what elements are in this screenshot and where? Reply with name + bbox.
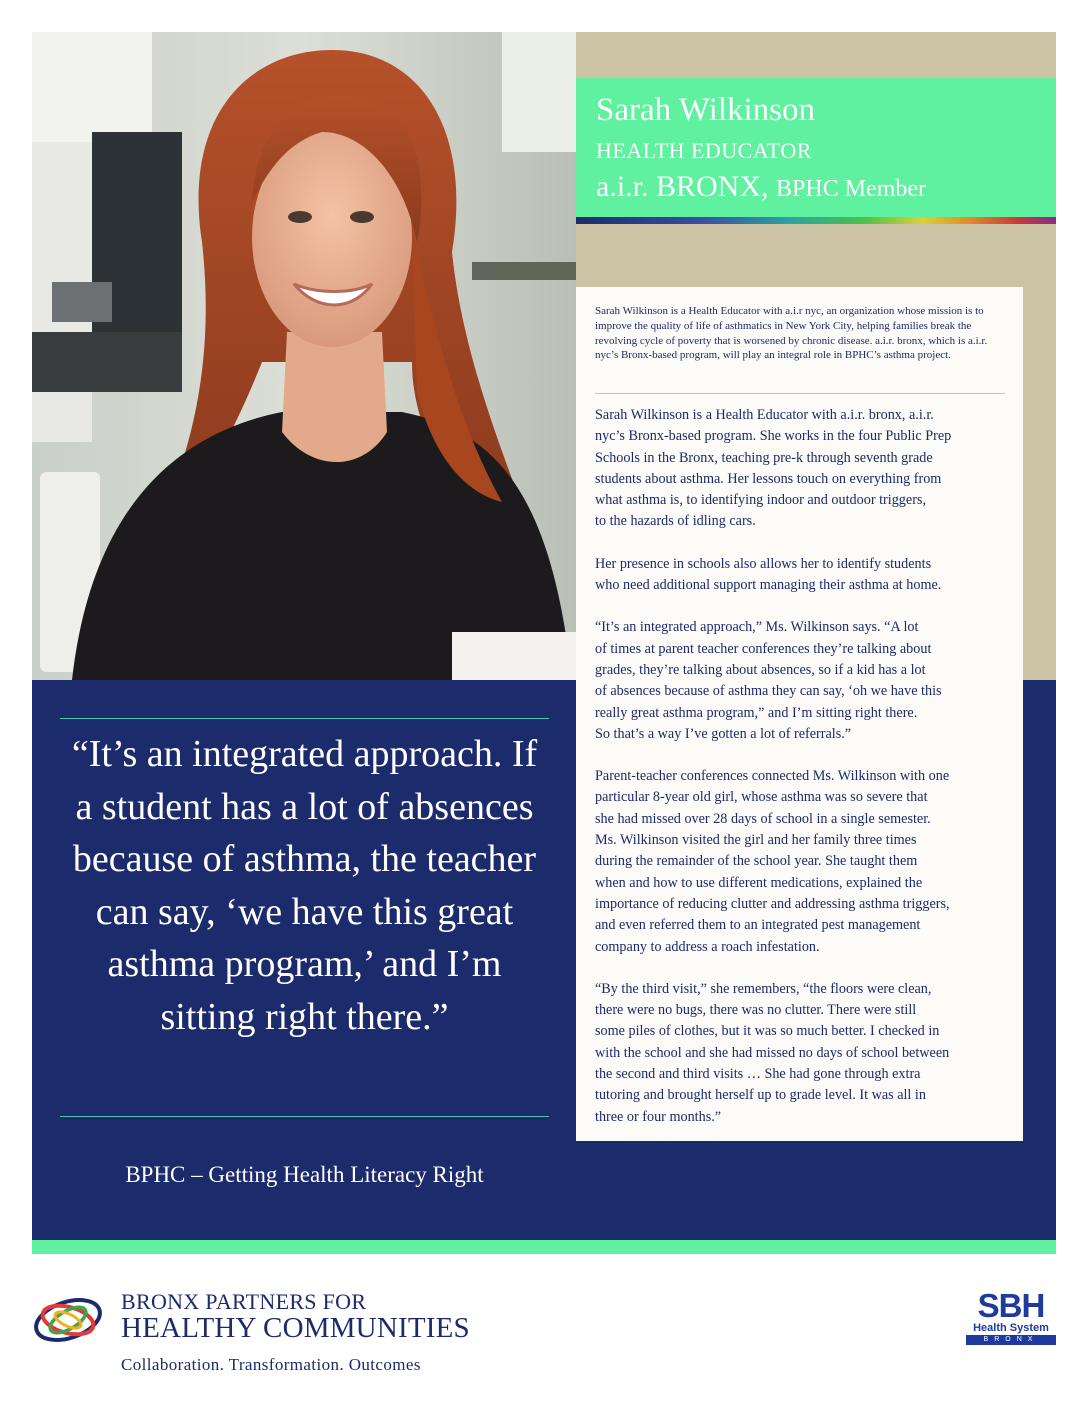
bphc-logo-icon <box>32 1292 104 1348</box>
divider <box>595 393 1005 394</box>
person-title: HEALTH EDUCATOR <box>596 138 812 163</box>
member-label: BPHC Member <box>776 176 926 202</box>
article-intro: Sarah Wilkinson is a Health Educator with a.i.r nyc, an organization whose mission is to improve the quality of life of asthmatics in New York City, helping families break the revolving cycle of poverty that is worsened by chronic disease. a.i.r. bronx, which is a.i.r. nyc’s Bronx-based program, will play an integral role in BPHC’s asthma project. <box>595 305 988 362</box>
article-paragraph: Sarah Wilkinson is a Health Educator with a.i.r. bronx, a.i.r. nyc’s Bronx-based program. She works in the four Public Prep Schools in the Bronx, teaching pre-k through seventh grade students about asthma. Her lessons touch on everything from what asthma is, to identifying indoor and outdoor triggers, to the hazards of idling cars. <box>595 407 952 530</box>
quote-rule-top <box>60 718 549 719</box>
article-paragraph: Her presence in schools also allows her to identify students who need additional support managing their asthma at home. <box>595 555 942 594</box>
article-paragraph: “By the third visit,” she remembers, “the floors were clean, there were no bugs, there was no clutter. There were still some piles of clothes, but it was so much better. I checked in with the school and she had missed no days of school between the second and third visits … She had gone through extra tutoring and brought herself up to grade level. It was all in three or four months.” <box>595 980 950 1125</box>
portrait-photo <box>32 32 576 680</box>
tagline: BPHC – Getting Health Literacy Right <box>125 1162 484 1187</box>
rainbow-bar <box>576 217 1056 224</box>
org-name: a.i.r. BRONX, <box>596 170 769 203</box>
org-name-line2: HEALTHY COMMUNITIES <box>121 1312 470 1344</box>
sbh-logo-subtitle: Health System <box>973 1322 1049 1334</box>
org-name-line1: BRONX PARTNERS FOR <box>121 1289 367 1314</box>
sbh-logo-text: SBH <box>977 1287 1045 1324</box>
pull-quote: “It’s an integrated approach. If a student has a lot of absences because of asthma, the teacher can say, ‘we have this great asthma program,’ and I’m sitting right there.” <box>71 733 538 1038</box>
accent-stripe <box>32 1240 1056 1254</box>
quote-rule-bottom <box>60 1116 549 1117</box>
person-name: Sarah Wilkinson <box>596 92 815 128</box>
profile-card <box>576 78 1056 224</box>
org-motto: Collaboration. Transformation. Outcomes <box>121 1355 421 1374</box>
article-body <box>595 405 1010 1149</box>
sbh-logo <box>966 1287 1056 1345</box>
article-paragraph: “It’s an integrated approach,” Ms. Wilkinson says. “A lot of times at parent teacher conferences they’re talking about grades, they’re talking about absences, so if a kid has a lot of absences because of asthma they can say, ‘oh we have this really great asthma program,” and I’m sitting right there. So that’s a way I’ve gotten a lot of referrals.” <box>595 619 942 742</box>
sbh-logo-bar: BRONX <box>966 1335 1056 1345</box>
article-card <box>576 287 1023 1141</box>
person-organization <box>596 170 926 204</box>
article-paragraph: Parent-teacher conferences connected Ms. Wilkinson with one particular 8-year old girl, whose asthma was so severe that she had missed over 28 days of school in a single semester. Ms. Wilkinson visited the girl and her family three times during the remainder of the school year. She taught them when and how to use different medications, explained the importance of reducing clutter and addressing asthma triggers, and even referred them to an integrated pest management company to address a roach infestation. <box>595 768 950 955</box>
portrait-illustration <box>32 32 576 680</box>
